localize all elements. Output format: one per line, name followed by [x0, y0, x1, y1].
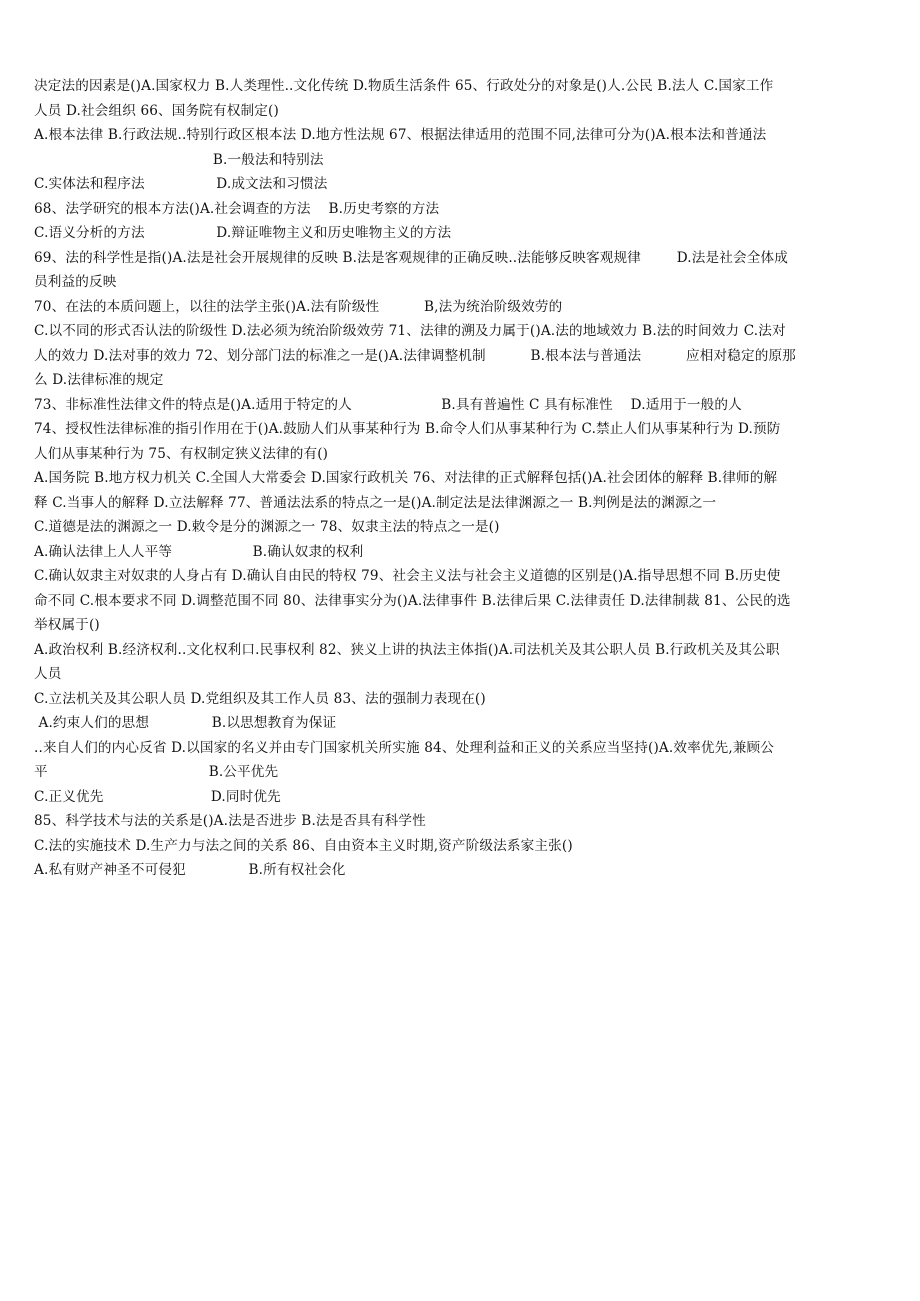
- text-line: A.约束人们的思想 B.以思想教育为保证: [34, 715, 337, 731]
- text-line: 人的效力 D.法对事的效力 72、划分部门法的标准之一是()A.法律调整机制 B.根本法与普通法 应相对稳定的原那: [34, 347, 796, 364]
- document-body: [34, 74, 886, 883]
- text-line: 命不同 C.根本要求不同 D.调整范围不同 80、法律事实分为()A.法律事件 B.法律后果 C.法律责任 D.法律制裁 81、公民的选: [34, 592, 791, 609]
- text-line: 决定法的因素是()A.国家权力 B.人类理性..文化传统 D.物质生活条件 65、行政处分的对象是()人.公民 B.法人 C.国家工作: [34, 78, 774, 94]
- text-line: A.私有财产神圣不可侵犯 B.所有权社会化: [34, 862, 346, 878]
- text-line: ..来自人们的内心反省 D.以国家的名义并由专门国家机关所实施 84、处理利益和正义的关系应当坚持()A.效率优先,兼顾公: [34, 739, 775, 756]
- text-line: 68、法学研究的根本方法()A.社会调查的方法 B.历史考察的方法: [34, 200, 440, 217]
- text-line: 人员 D.社会组织 66、国务院有权制定(): [34, 102, 279, 119]
- text-line: C.正义优先 D.同时优先: [34, 788, 281, 805]
- text-line: B.一般法和特别法: [34, 151, 324, 168]
- text-line: C.实体法和程序法 D.成文法和习惯法: [34, 176, 328, 192]
- text-line: 73、非标准性法律文件的特点是()A.适用于特定的人 B.具有普遍性 C 具有标准性 D.适用于一般的人: [34, 396, 742, 413]
- text-line: 平 B.公平优先: [34, 764, 279, 780]
- text-line: A.政治权利 B.经济权利..文化权利口.民事权利 82、狭义上讲的执法主体指()A.司法机关及其公职人员 B.行政机关及其公职: [34, 641, 780, 658]
- text-line: 员利益的反映: [34, 274, 117, 290]
- text-line: A.国务院 B.地方权力机关 C.全国人大常委会 D.国家行政机关 76、对法律的正式解释包括()A.社会团体的解释 B.律师的解: [34, 470, 778, 486]
- text-line: 举权属于(): [34, 617, 100, 633]
- text-line: 人员: [34, 666, 62, 682]
- text-line: C.语义分析的方法 D.辩证唯物主义和历史唯物主义的方法: [34, 225, 452, 241]
- text-line: 70、在法的本质问题上，以往的法学主张()A.法有阶级性 B,法为统治阶级效劳的: [34, 298, 563, 315]
- text-line: C.确认奴隶主对奴隶的人身占有 D.确认自由民的特权 79、社会主义法与社会主义道德的区别是()A.指导思想不同 B.历史使: [34, 568, 781, 584]
- text-line: A.确认法律上人人平等 B.确认奴隶的权利: [34, 543, 364, 560]
- text-line: C.立法机关及其公职人员 D.党组织及其工作人员 83、法的强制力表现在(): [34, 690, 486, 707]
- text-line: 74、授权性法律标准的指引作用在于()A.鼓励人们从事某种行为 B.命令人们从事某种行为 C.禁止人们从事某种行为 D.预防: [34, 421, 781, 437]
- text-line: 释 C.当事人的解释 D.立法解释 77、普通法法系的特点之一是()A.制定法是法律渊源之一 B.判例是法的渊源之一: [34, 494, 717, 511]
- text-line: 85、科学技术与法的关系是()A.法是否进步 B.法是否具有科学性: [34, 813, 426, 829]
- text-line: C.法的实施技术 D.生产力与法之间的关系 86、自由资本主义时期,资产阶级法系家主张(): [34, 837, 573, 854]
- text-line: C.以不同的形式否认法的阶级性 D.法必须为统治阶级效劳 71、法律的溯及力属于()A.法的地域效力 B.法的时间效力 C.法对: [34, 323, 786, 339]
- text-line: 69、法的科学性是指()A.法是社会开展规律的反映 B.法是客观规律的正确反映..法能够反映客观规律 D.法是社会全体成: [34, 249, 788, 266]
- text-line: C.道德是法的渊源之一 D.敕令是分的渊源之一 78、奴隶主法的特点之一是(): [34, 519, 500, 535]
- text-line: 么 D.法律标准的规定: [34, 372, 164, 388]
- text-line: A.根本法律 B.行政法规..特别行政区根本法 D.地方性法规 67、根据法律适用的范围不同,法律可分为()A.根本法和普通法: [34, 127, 767, 143]
- text-line: 人们从事某种行为 75、有权制定狭义法律的有(): [34, 445, 329, 462]
